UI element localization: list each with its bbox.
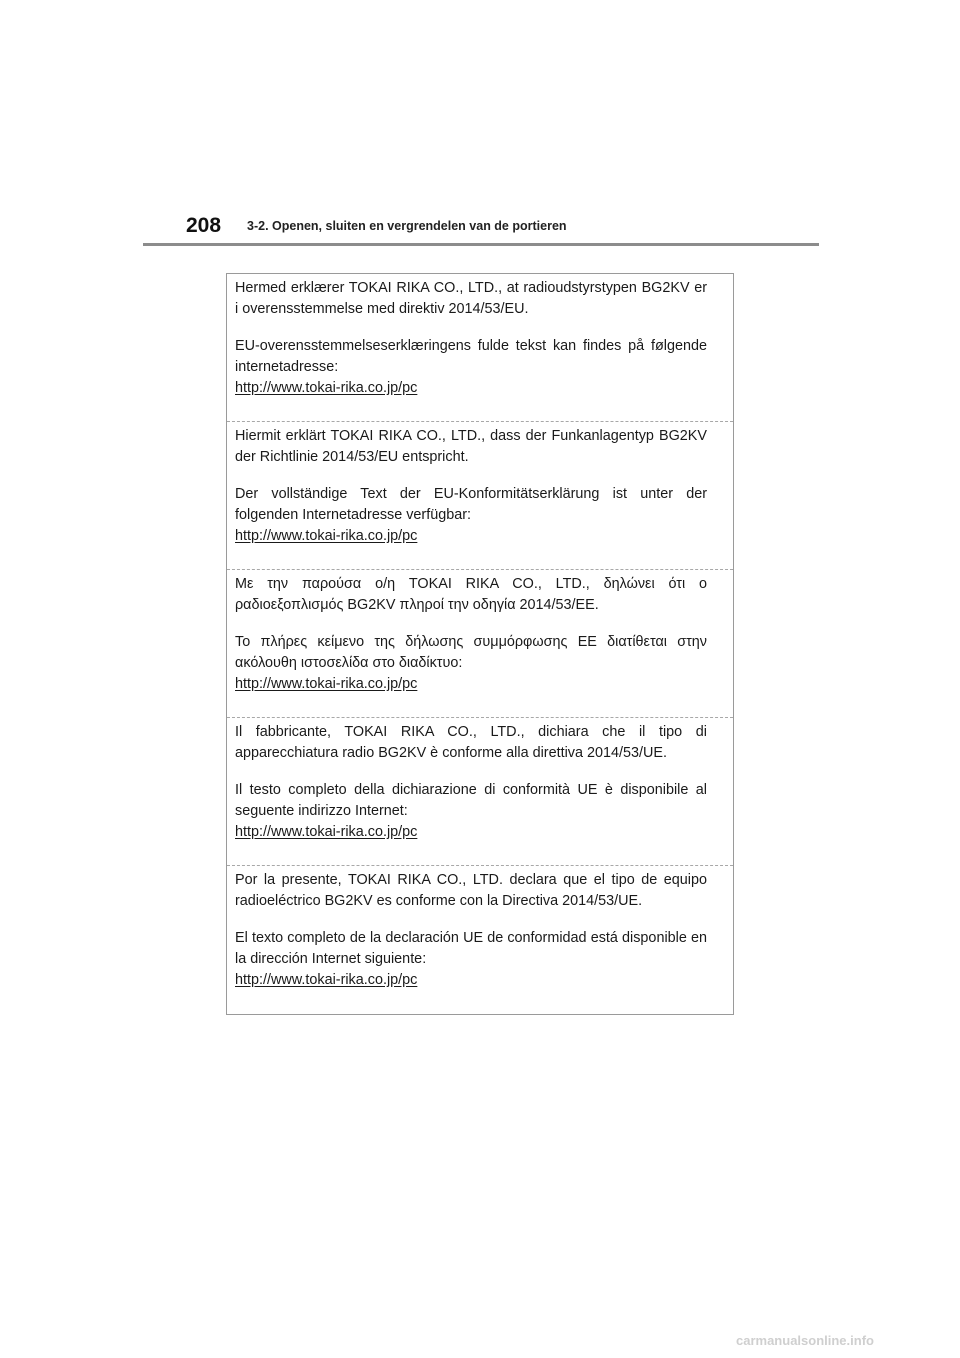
site-watermark: carmanualsonline.info xyxy=(736,1333,874,1348)
declaration-text: Hiermit erklärt TOKAI RIKA CO., LTD., dass der Funkanlagentyp BG2KV der Richtlinie 2014/53/EU entspricht. xyxy=(235,428,707,465)
availability-text: Το πλήρες κείμενο της δήλωσης συμμόρφωσης ΕΕ διατίθεται στην ακόλουθη ιστοσελίδα στο διαδίκτυο: xyxy=(235,634,707,671)
declaration-text: Hermed erklærer TOKAI RIKA CO., LTD., at radioudstyrstypen BG2KV er i overensstemmelse med direktiv 2014/53/EU. xyxy=(235,280,707,317)
availability-text: EU-overensstemmelseserklæringens fulde tekst kan findes på følgende internetadresse: xyxy=(235,338,707,375)
declaration-block-danish xyxy=(227,274,733,422)
declaration-link[interactable]: http://www.tokai-rika.co.jp/pc xyxy=(235,972,418,988)
declaration-link[interactable]: http://www.tokai-rika.co.jp/pc xyxy=(235,676,418,692)
declaration-link[interactable]: http://www.tokai-rika.co.jp/pc xyxy=(235,380,418,396)
page-number: 208 xyxy=(186,214,222,237)
declaration-text: Il fabbricante, TOKAI RIKA CO., LTD., dichiara che il tipo di apparecchiatura radio BG2KV è conforme alla direttiva 2014/53/UE. xyxy=(235,724,707,761)
declaration-link[interactable]: http://www.tokai-rika.co.jp/pc xyxy=(235,824,418,840)
availability-text: Il testo completo della dichiarazione di conformità UE è disponibile al seguente indirizzo Internet: xyxy=(235,782,707,819)
declaration-block-italian xyxy=(227,718,733,866)
declaration-block-greek xyxy=(227,570,733,718)
declaration-text: Por la presente, TOKAI RIKA CO., LTD. declara que el tipo de equipo radioeléctrico BG2KV es conforme con la Directiva 2014/53/UE. xyxy=(235,872,707,909)
declaration-text: Με την παρούσα ο/η TOKAI RIKA CO., LTD., δηλώνει ότι ο ραδιοεξοπλισμός BG2KV πληροί την οδηγία 2014/53/ΕΕ. xyxy=(235,576,707,613)
header-divider xyxy=(143,243,819,246)
availability-text: El texto completo de la declaración UE de conformidad está disponible en la dirección Internet siguiente: xyxy=(235,930,707,967)
declaration-block-german xyxy=(227,422,733,570)
availability-text: Der vollständige Text der EU-Konformitätserklärung ist unter der folgenden Internetadresse verfügbar: xyxy=(235,486,707,523)
section-title: 3-2. Openen, sluiten en vergrendelen van de portieren xyxy=(247,219,567,233)
declaration-link[interactable]: http://www.tokai-rika.co.jp/pc xyxy=(235,528,418,544)
declaration-block-spanish xyxy=(227,866,733,1014)
declaration-table xyxy=(226,273,734,1015)
